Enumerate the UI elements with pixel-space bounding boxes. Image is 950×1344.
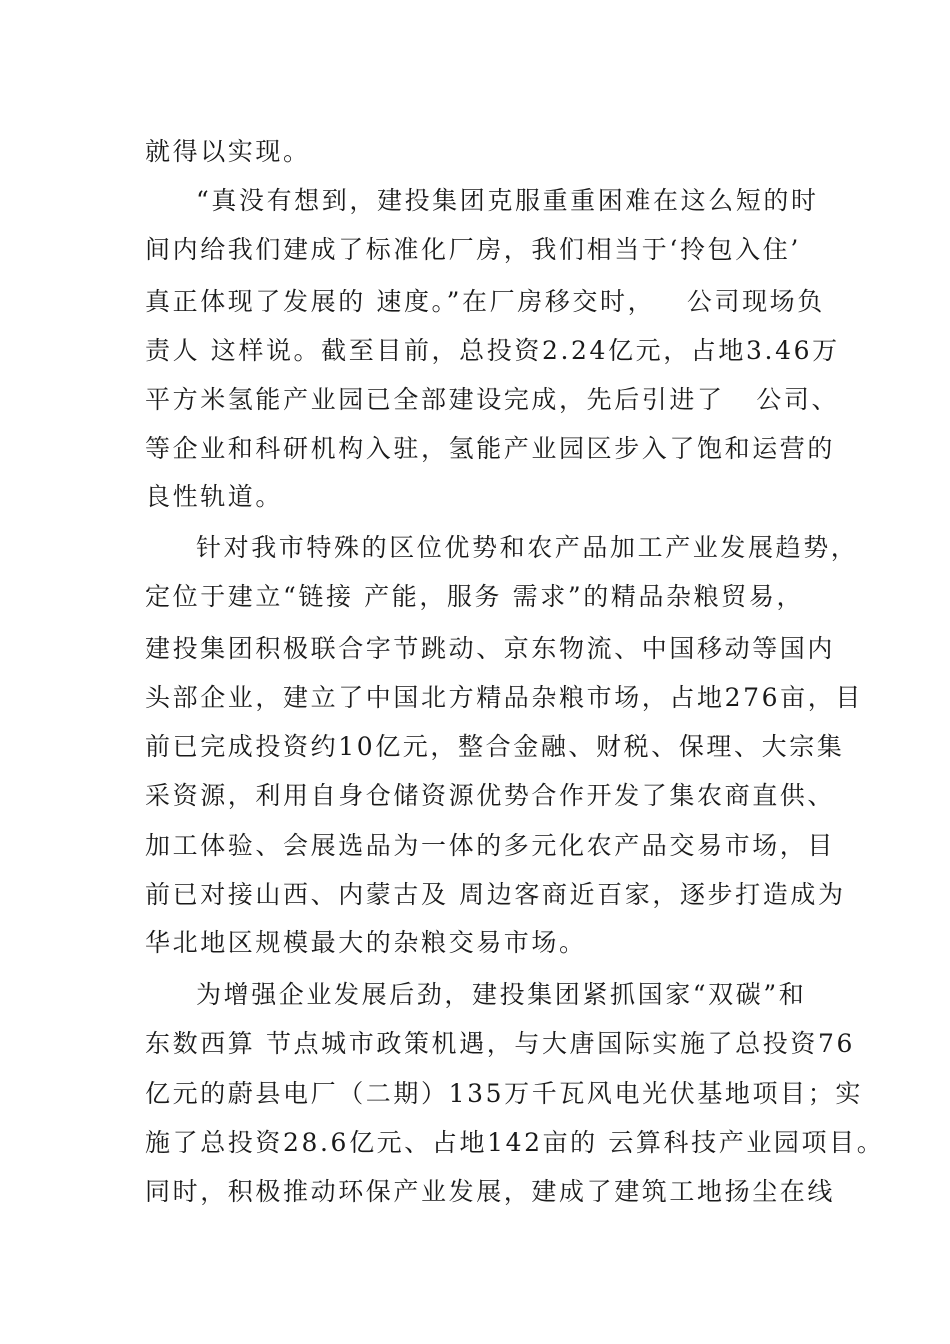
paragraph-first-line: 针对我市特殊的区位优势和农产品加工产业发展趋势， (196, 533, 859, 562)
text-line: 就得以实现。 (145, 137, 311, 166)
text-line: 定位于建立“链接 产能，服务 需求”的精品杂粮贸易， (145, 582, 805, 611)
text-line: 间内给我们建成了标准化厂房，我们相当于‘拎包入住’ (145, 235, 801, 264)
text-line: 良性轨道。 (145, 482, 284, 511)
paragraph-first-line: “真没有想到，建投集团克服重重困难在这么短的时 (196, 186, 819, 215)
text-line: 同时，积极推动环保产业发展，建成了建筑工地扬尘在线 (145, 1177, 836, 1206)
text-line: 前已完成投资约10亿元，整合金融、财税、保理、大宗集 (145, 732, 845, 761)
text-line: 建投集团积极联合字节跳动、京东物流、中国移动等国内 (145, 634, 836, 663)
text-line: 东数西算 节点城市政策机遇，与大唐国际实施了总投资76 (145, 1029, 855, 1058)
text-line: 施了总投资28.6亿元、占地142亩的 云算科技产业园项目。 (145, 1128, 885, 1157)
text-line: 等企业和科研机构入驻，氢能产业园区步入了饱和运营的 (145, 434, 836, 463)
text-line: 真正体现了发展的 速度。”在厂房移交时， 公司现场负 (145, 287, 825, 316)
text-line: 前已对接山西、内蒙古及 周边客商近百家，逐步打造成为 (145, 880, 846, 909)
text-line: 华北地区规模最大的杂粮交易市场。 (145, 928, 587, 957)
paragraph-first-line: 为增强企业发展后劲，建投集团紧抓国家“双碳”和 (196, 980, 807, 1009)
text-line: 头部企业，建立了中国北方精品杂粮市场，占地276亩，目 (145, 683, 863, 712)
text-line: 加工体验、会展选品为一体的多元化农产品交易市场，目 (145, 831, 836, 860)
text-line: 亿元的蔚县电厂（二期）135万千瓦风电光伏基地项目；实 (145, 1079, 863, 1108)
text-line: 采资源，利用自身仓储资源优势合作开发了集农商直供、 (145, 781, 836, 810)
text-line: 责人 这样说。截至目前，总投资2.24亿元，占地3.46万 (145, 336, 840, 365)
text-line: 平方米氢能产业园已全部建设完成，先后引进了 公司、 (145, 385, 840, 414)
